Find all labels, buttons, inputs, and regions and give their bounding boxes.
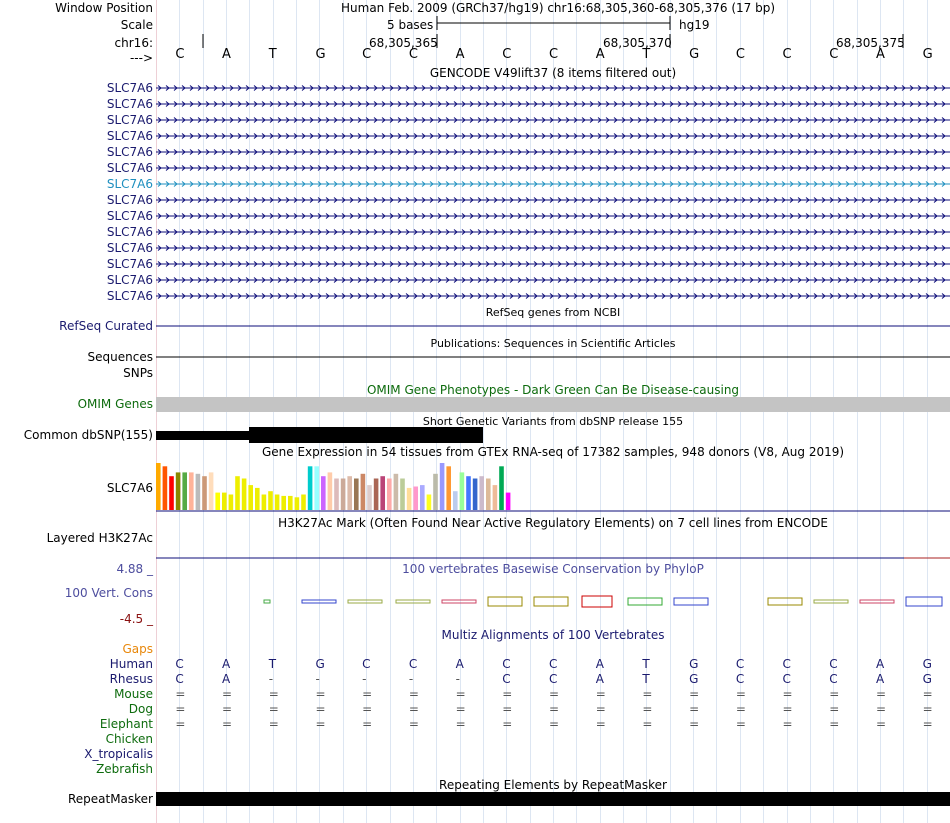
gtex-bar[interactable] [275,495,280,511]
multiz-base: C [829,672,838,686]
gtex-bar[interactable] [156,463,161,510]
multiz-base: = [595,717,606,731]
gtex-bar[interactable] [295,497,300,510]
gtex-bar[interactable] [222,493,227,510]
multiz-base: = [502,702,513,716]
gtex-bar[interactable] [255,488,260,510]
phylop-glyph[interactable] [348,600,382,603]
multiz-base: = [782,702,793,716]
multiz-base: = [408,717,419,731]
gtex-bar[interactable] [341,479,346,511]
omim-title: OMIM Gene Phenotypes - Dark Green Can Be Disease-causing [366,383,740,397]
gtex-bar[interactable] [215,493,220,510]
gtex-bar[interactable] [460,472,465,510]
base-letter: C [782,47,792,62]
gtex-bar[interactable] [473,479,478,511]
multiz-base: = [595,702,606,716]
multiz-base: - [315,672,320,686]
multiz-base: = [829,702,840,716]
multiz-base: = [549,717,560,731]
gtex-bar[interactable] [387,479,392,511]
omim-label[interactable]: OMIM Genes [77,397,153,411]
multiz-base: A [595,672,604,686]
base-letter: G [922,47,933,62]
gtex-bar[interactable] [189,472,194,510]
base-letter: C [829,47,839,62]
gtex-bar[interactable] [440,463,445,510]
multiz-base: = [175,717,186,731]
base-letter: A [455,47,465,62]
multiz-base: = [642,687,653,701]
multiz-base: = [549,687,560,701]
phylop-glyph[interactable] [534,597,568,606]
phylop-glyphs[interactable] [264,596,942,607]
multiz-base: G [315,657,325,671]
gtex-bar[interactable] [380,476,385,510]
gtex-bar[interactable] [361,474,366,510]
multiz-species-label[interactable]: Zebrafish [96,762,153,776]
multiz-base: = [222,717,233,731]
multiz-base: = [408,702,419,716]
phylop-glyph[interactable] [582,596,612,607]
gtex-label[interactable]: SLC7A6 [106,481,153,495]
multiz-species-label[interactable]: Dog [128,702,153,716]
multiz-base: A [222,657,231,671]
multiz-base: = [362,717,373,731]
phylop-glyph[interactable] [442,600,476,603]
repeatmasker-bar[interactable] [156,792,950,806]
strand-label: ---> [129,51,153,65]
multiz-base: G [689,657,699,671]
multiz-base: C [175,672,184,686]
phylop-glyph[interactable] [768,598,802,605]
phylop-glyph[interactable] [860,600,894,603]
multiz-base: = [875,717,886,731]
gtex-bar[interactable] [493,485,498,510]
multiz-base: = [829,687,840,701]
multiz-base: = [362,702,373,716]
gtex-bar[interactable] [235,476,240,510]
gtex-bar[interactable] [268,491,273,510]
multiz-base: C [175,657,184,671]
multiz-base: = [922,687,933,701]
snps-label[interactable]: SNPs [123,366,153,380]
gtex-bar[interactable] [367,485,372,510]
multiz-base: = [922,717,933,731]
gtex-bar[interactable] [176,472,181,510]
gtex-bar[interactable] [374,479,379,511]
base-letter: T [268,47,277,62]
multiz-base: C [782,657,791,671]
multiz-base: = [268,717,279,731]
gtex-bar[interactable] [347,476,352,510]
multiz-base: = [455,702,466,716]
gtex-bar[interactable] [446,466,451,510]
phylop-glyph[interactable] [628,598,662,605]
phylop-glyph[interactable] [674,598,708,605]
multiz-base: = [922,702,933,716]
multiz-base: C [502,672,511,686]
h3k27ac-title: H3K27Ac Mark (Often Found Near Active Regulatory Elements) on 7 cell lines from ENCODE [278,516,828,530]
multiz-base: C [735,657,745,671]
multiz-base: A [875,657,885,671]
multiz-species-label[interactable]: Mouse [114,687,153,701]
gtex-bar[interactable] [281,496,286,510]
gtex-bar[interactable] [248,485,253,510]
gtex-bar[interactable] [427,495,432,511]
multiz-base: = [455,687,466,701]
phylop-glyph[interactable] [488,597,522,606]
repeatmasker-title: Repeating Elements by RepeatMasker [439,778,667,792]
multiz-base: = [689,702,700,716]
ruler-chrom-label: chr16: [114,36,153,50]
multiz-base: = [175,687,186,701]
scale-assembly: hg19 [679,18,710,32]
multiz-base: = [175,702,186,716]
multiz-base: = [735,687,746,701]
gtex-bar[interactable] [413,487,418,511]
publications-label[interactable]: Sequences [87,350,153,364]
gtex-bar[interactable] [163,466,168,510]
omim-bar[interactable] [156,397,950,412]
repeatmasker-label[interactable]: RepeatMasker [67,792,153,806]
gencode-title: GENCODE V49lift37 (8 items filtered out) [429,66,677,80]
gtex-bar[interactable] [202,476,207,510]
gtex-bar[interactable] [420,485,425,510]
multiz-base: = [222,702,233,716]
base-letter: C [362,47,372,62]
gtex-bar[interactable] [394,474,399,510]
base-letter: G [315,47,326,62]
base-letter: A [222,47,231,62]
gtex-bar[interactable] [321,476,326,510]
multiz-base: T [642,672,650,686]
multiz-base: = [875,687,886,701]
gencode-item-label[interactable]: SLC7A6 [106,289,153,303]
base-letter: C [408,47,418,62]
publications-title: Publications: Sequences in Scientific Articles [430,337,676,350]
window-position-label: Window Position [55,1,153,15]
base-letter: C [735,47,745,62]
gtex-bar[interactable] [486,479,491,511]
base-letter: A [595,47,605,62]
dbsnp-label[interactable]: Common dbSNP(155) [23,428,153,442]
multiz-species-label[interactable]: X_tropicalis [84,747,153,761]
base-letter: C [502,47,512,62]
multiz-base: = [455,717,466,731]
multiz-base: = [735,717,746,731]
multiz-species-label[interactable]: Elephant [99,717,153,731]
multiz-base: = [222,687,233,701]
multiz-base: T [268,657,277,671]
gaps-label[interactable]: Gaps [122,642,153,656]
gtex-bar[interactable] [314,466,319,510]
gtex-bar[interactable] [466,476,471,510]
gtex-title: Gene Expression in 54 tissues from GTEx RNA-seq of 17382 samples, 948 donors (V8, Aug 2019) [261,445,845,459]
phylop-label[interactable]: 100 Vert. Cons [64,586,153,600]
gencode-item-label[interactable]: SLC7A6 [106,177,153,191]
base-letter: A [875,47,885,62]
base-letter: G [689,47,700,62]
multiz-base: C [549,657,558,671]
multiz-base: C [549,672,558,686]
gtex-bar[interactable] [262,495,267,511]
multiz-base: = [875,702,886,716]
gtex-bar[interactable] [506,493,511,510]
multiz-base: C [782,672,791,686]
gtex-bar[interactable] [308,466,313,510]
multiz-base: T [642,657,650,671]
multiz-title: Multiz Alignments of 100 Vertebrates [441,628,665,642]
multiz-base: = [689,687,700,701]
window-position-value: Human Feb. 2009 (GRCh37/hg19) chr16:68,305,360-68,305,376 (17 bp) [341,1,776,15]
multiz-base: = [502,717,513,731]
gtex-bar[interactable] [479,476,484,510]
gencode-item-label[interactable]: SLC7A6 [106,209,153,223]
multiz-base: = [595,687,606,701]
multiz-base: - [362,672,367,686]
gtex-bar[interactable] [334,479,339,511]
multiz-base: = [268,702,279,716]
phylop-max: 4.88 _ [116,562,153,576]
multiz-base: = [782,717,793,731]
gencode-item-label[interactable]: SLC7A6 [106,225,153,239]
multiz-base: C [362,657,371,671]
gencode-item-label[interactable]: SLC7A6 [106,241,153,255]
multiz-species-label[interactable]: Human [109,657,153,671]
phylop-glyph[interactable] [264,600,270,603]
gtex-bar[interactable] [499,466,504,510]
multiz-base: - [268,672,274,686]
gencode-item-label[interactable]: SLC7A6 [106,161,153,175]
dbsnp-title: Short Genetic Variants from dbSNP release 155 [422,415,684,428]
gencode-item-label[interactable]: SLC7A6 [106,273,153,287]
multiz-base: = [268,687,279,701]
h3k27ac-label[interactable]: Layered H3K27Ac [46,531,153,545]
multiz-base: C [502,657,511,671]
phylop-glyph[interactable] [906,597,942,606]
dbsnp-variant-1[interactable] [156,431,251,440]
multiz-base: A [455,657,464,671]
multiz-base: A [595,657,604,671]
multiz-species-label[interactable]: Rhesus [109,672,153,686]
gencode-item-label[interactable]: SLC7A6 [106,97,153,111]
multiz-base: - [408,672,414,686]
ruler-tick-3: 68,305,375 [836,36,905,50]
gtex-bar[interactable] [229,495,234,511]
gtex-bar[interactable] [242,479,247,511]
gtex-bar[interactable] [328,472,333,510]
gencode-item-label[interactable]: SLC7A6 [106,113,153,127]
gtex-bar[interactable] [453,491,458,510]
phylop-glyph[interactable] [814,600,848,603]
multiz-base: = [362,687,373,701]
gtex-bar[interactable] [433,474,438,510]
gtex-bars[interactable] [156,463,510,510]
scale-label: Scale [120,18,153,32]
gtex-bar[interactable] [169,476,174,510]
multiz-species-label[interactable]: Chicken [105,732,153,746]
gtex-bar[interactable] [354,479,359,511]
multiz-base: A [222,672,231,686]
ruler-tick-1: 68,305,365 [369,36,438,50]
gtex-bar[interactable] [301,495,306,511]
base-letter: T [642,47,651,62]
multiz-base: = [315,717,326,731]
multiz-base: G [689,672,699,686]
gencode-item-label[interactable]: SLC7A6 [106,145,153,159]
refseq-label[interactable]: RefSeq Curated [59,319,153,333]
multiz-base: = [502,687,513,701]
refseq-title: RefSeq genes from NCBI [485,306,621,319]
dbsnp-variant-2[interactable] [249,427,483,443]
gtex-bar[interactable] [400,479,405,511]
multiz-base: C [408,657,418,671]
multiz-base: C [735,672,745,686]
gtex-bar[interactable] [196,474,201,510]
phylop-title: 100 vertebrates Basewise Conservation by PhyloP [402,562,704,576]
ruler-tick-2: 68,305,370 [603,36,672,50]
multiz-base: G [922,657,932,671]
multiz-base: C [829,657,838,671]
scale-value: 5 bases [387,18,434,32]
multiz-base: = [782,687,793,701]
multiz-base: - [455,672,460,686]
gtex-bar[interactable] [288,496,293,510]
multiz-base: = [549,702,560,716]
gencode-item-label[interactable]: SLC7A6 [106,129,153,143]
gencode-item-label[interactable]: SLC7A6 [106,81,153,95]
multiz-base: = [689,717,700,731]
multiz-base: A [875,672,885,686]
gencode-item-label[interactable]: SLC7A6 [106,257,153,271]
gencode-item-label[interactable]: SLC7A6 [106,193,153,207]
base-letter: C [175,47,185,62]
multiz-base: = [642,702,653,716]
base-letter: C [549,47,559,62]
gtex-bar[interactable] [209,472,214,510]
phylop-min: -4.5 _ [119,612,153,626]
multiz-base: = [408,687,419,701]
multiz-base: = [642,717,653,731]
gtex-bar[interactable] [407,488,412,510]
multiz-base: = [315,687,326,701]
multiz-base: = [315,702,326,716]
multiz-base: = [735,702,746,716]
multiz-base: G [922,672,932,686]
gtex-bar[interactable] [182,472,187,510]
multiz-base: = [829,717,840,731]
